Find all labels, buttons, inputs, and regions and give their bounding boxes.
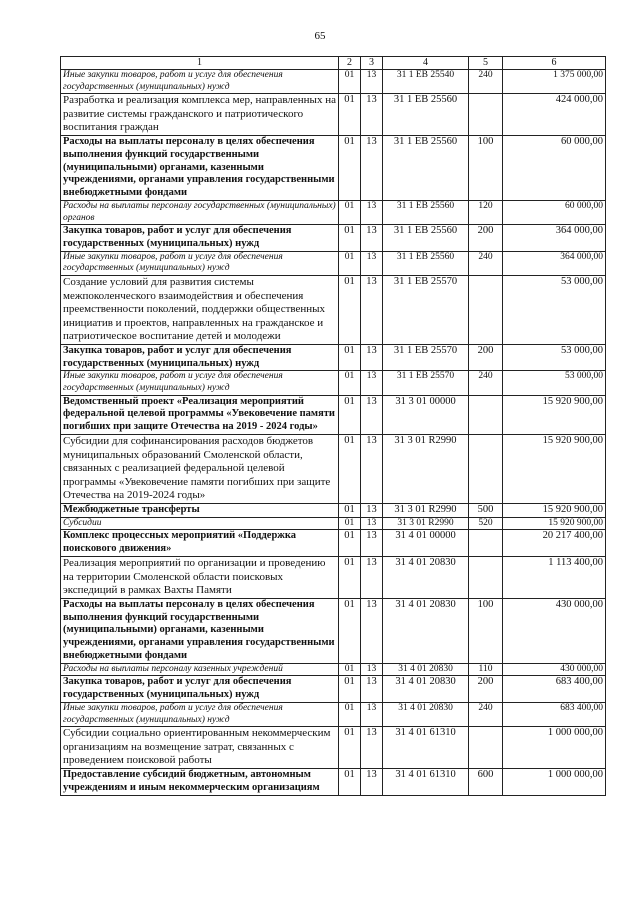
target-article-cell: 31 1 ЕВ 25560	[383, 251, 469, 275]
expense-type-cell	[469, 275, 503, 344]
subsection-code-cell: 13	[361, 557, 383, 599]
subsection-code-cell: 13	[361, 676, 383, 703]
section-code-cell: 01	[339, 663, 361, 676]
target-article-cell: 31 1 ЕВ 25560	[383, 225, 469, 252]
subsection-code-cell: 13	[361, 517, 383, 530]
section-code-cell: 01	[339, 530, 361, 557]
expense-type-cell: 500	[469, 504, 503, 518]
section-code-cell: 01	[339, 676, 361, 703]
row-name-cell: Закупка товаров, работ и услуг для обеспечения государственных (муниципальных) нужд	[61, 676, 339, 703]
section-code-cell: 01	[339, 275, 361, 344]
expense-type-cell	[469, 435, 503, 504]
amount-cell: 15 920 900,00	[503, 435, 606, 504]
table-row	[61, 530, 606, 557]
table-row	[61, 517, 606, 530]
amount-cell: 20 217 400,00	[503, 530, 606, 557]
subsection-code-cell: 13	[361, 598, 383, 663]
amount-cell: 1 375 000,00	[503, 70, 606, 94]
expense-type-cell	[469, 94, 503, 136]
expense-type-cell	[469, 557, 503, 599]
table-row	[61, 663, 606, 676]
table-row	[61, 225, 606, 252]
amount-cell: 15 920 900,00	[503, 517, 606, 530]
expense-type-cell: 200	[469, 225, 503, 252]
row-name-cell: Создание условий для развития системы межпоколенческого взаимодействия и обеспечения преемственности поколений, поддержки общественных инициатив и проектов, направленных на гражданское и патриотическое воспитание детей и молодежи	[61, 275, 339, 344]
section-code-cell: 01	[339, 517, 361, 530]
table-row	[61, 371, 606, 395]
amount-cell: 430 000,00	[503, 598, 606, 663]
table-row	[61, 94, 606, 136]
expense-type-cell: 520	[469, 517, 503, 530]
header-cell: 3	[361, 57, 383, 70]
section-code-cell: 01	[339, 344, 361, 371]
target-article-cell: 31 4 01 20830	[383, 663, 469, 676]
subsection-code-cell: 13	[361, 435, 383, 504]
target-article-cell: 31 3 01 R2990	[383, 504, 469, 518]
section-code-cell: 01	[339, 94, 361, 136]
amount-cell: 60 000,00	[503, 200, 606, 224]
header-cell: 4	[383, 57, 469, 70]
row-name-cell: Расходы на выплаты персоналу государственных (муниципальных) органов	[61, 200, 339, 224]
subsection-code-cell: 13	[361, 70, 383, 94]
expense-type-cell: 100	[469, 135, 503, 200]
expense-type-cell: 110	[469, 663, 503, 676]
target-article-cell: 31 1 ЕВ 25570	[383, 344, 469, 371]
target-article-cell: 31 4 01 20830	[383, 557, 469, 599]
row-name-cell: Разработка и реализация комплекса мер, направленных на развитие системы гражданского и патриотического воспитания граждан	[61, 94, 339, 136]
expense-type-cell: 600	[469, 768, 503, 795]
expense-type-cell	[469, 530, 503, 557]
target-article-cell: 31 4 01 20830	[383, 676, 469, 703]
table-row	[61, 676, 606, 703]
row-name-cell: Закупка товаров, работ и услуг для обеспечения государственных (муниципальных) нужд	[61, 344, 339, 371]
amount-cell: 15 920 900,00	[503, 395, 606, 434]
amount-cell: 53 000,00	[503, 371, 606, 395]
budget-table	[60, 56, 606, 796]
table-row	[61, 70, 606, 94]
subsection-code-cell: 13	[361, 727, 383, 769]
row-name-cell: Реализация мероприятий по организации и проведению на территории Смоленской области поисковых экспедиций в рамках Вахты Памяти	[61, 557, 339, 599]
table-row	[61, 275, 606, 344]
amount-cell: 364 000,00	[503, 225, 606, 252]
target-article-cell: 31 1 ЕВ 25540	[383, 70, 469, 94]
row-name-cell: Субсидии социально ориентированным некоммерческим организациям на возмещение затрат, связанных с проведением поисковой работы	[61, 727, 339, 769]
section-code-cell: 01	[339, 70, 361, 94]
table-row	[61, 135, 606, 200]
section-code-cell: 01	[339, 225, 361, 252]
expense-type-cell: 240	[469, 702, 503, 726]
subsection-code-cell: 13	[361, 395, 383, 434]
section-code-cell: 01	[339, 251, 361, 275]
target-article-cell: 31 4 01 00000	[383, 530, 469, 557]
subsection-code-cell: 13	[361, 275, 383, 344]
table-row	[61, 598, 606, 663]
amount-cell: 364 000,00	[503, 251, 606, 275]
subsection-code-cell: 13	[361, 135, 383, 200]
amount-cell: 683 400,00	[503, 676, 606, 703]
target-article-cell: 31 4 01 20830	[383, 598, 469, 663]
header-cell: 1	[61, 57, 339, 70]
header-cell: 5	[469, 57, 503, 70]
target-article-cell: 31 1 ЕВ 25560	[383, 94, 469, 136]
row-name-cell: Межбюджетные трансферты	[61, 504, 339, 518]
subsection-code-cell: 13	[361, 371, 383, 395]
page-number: 65	[314, 30, 326, 42]
target-article-cell: 31 1 ЕВ 25570	[383, 371, 469, 395]
expense-type-cell: 240	[469, 70, 503, 94]
target-article-cell: 31 3 01 00000	[383, 395, 469, 434]
expense-type-cell: 120	[469, 200, 503, 224]
target-article-cell: 31 3 01 R2990	[383, 517, 469, 530]
section-code-cell: 01	[339, 504, 361, 518]
amount-cell: 1 000 000,00	[503, 727, 606, 769]
row-name-cell: Комплекс процессных мероприятий «Поддержка поискового движения»	[61, 530, 339, 557]
table-row	[61, 768, 606, 795]
row-name-cell: Субсидии	[61, 517, 339, 530]
subsection-code-cell: 13	[361, 225, 383, 252]
expense-type-cell: 200	[469, 344, 503, 371]
amount-cell: 430 000,00	[503, 663, 606, 676]
section-code-cell: 01	[339, 371, 361, 395]
expense-type-cell: 240	[469, 251, 503, 275]
section-code-cell: 01	[339, 200, 361, 224]
amount-cell: 683 400,00	[503, 702, 606, 726]
row-name-cell: Субсидии для софинансирования расходов бюджетов муниципальных образований Смоленской области, связанных с реализацией федеральной целевой программы «Увековечение памяти погибших при защите Отечества на 2019-2024 годы»	[61, 435, 339, 504]
subsection-code-cell: 13	[361, 530, 383, 557]
amount-cell: 1 113 400,00	[503, 557, 606, 599]
row-name-cell: Расходы на выплаты персоналу в целях обеспечения выполнения функций государственными (муниципальными) органами, казенными учреждениями, органами управления государственными внебюджетными фондами	[61, 135, 339, 200]
table-row	[61, 702, 606, 726]
section-code-cell: 01	[339, 395, 361, 434]
subsection-code-cell: 13	[361, 200, 383, 224]
target-article-cell: 31 4 01 20830	[383, 702, 469, 726]
section-code-cell: 01	[339, 727, 361, 769]
expense-type-cell: 240	[469, 371, 503, 395]
subsection-code-cell: 13	[361, 663, 383, 676]
amount-cell: 53 000,00	[503, 344, 606, 371]
table-row	[61, 727, 606, 769]
target-article-cell: 31 1 ЕВ 25560	[383, 200, 469, 224]
table-header-row	[61, 57, 606, 70]
row-name-cell: Расходы на выплаты персоналу в целях обеспечения выполнения функций государственными (муниципальными) органами, казенными учреждениями, органами управления государственными внебюджетными фондами	[61, 598, 339, 663]
section-code-cell: 01	[339, 135, 361, 200]
header-cell: 2	[339, 57, 361, 70]
row-name-cell: Иные закупки товаров, работ и услуг для обеспечения государственных (муниципальных) нужд	[61, 251, 339, 275]
table-body	[61, 70, 606, 796]
target-article-cell: 31 1 ЕВ 25570	[383, 275, 469, 344]
section-code-cell: 01	[339, 557, 361, 599]
subsection-code-cell: 13	[361, 251, 383, 275]
amount-cell: 1 000 000,00	[503, 768, 606, 795]
target-article-cell: 31 4 01 61310	[383, 768, 469, 795]
subsection-code-cell: 13	[361, 344, 383, 371]
table-row	[61, 557, 606, 599]
section-code-cell: 01	[339, 702, 361, 726]
row-name-cell: Ведомственный проект «Реализация мероприятий федеральной целевой программы «Увековечение памяти погибших при защите Отечества на 2019 - 2024 годы»	[61, 395, 339, 434]
amount-cell: 60 000,00	[503, 135, 606, 200]
table-row	[61, 200, 606, 224]
amount-cell: 424 000,00	[503, 94, 606, 136]
subsection-code-cell: 13	[361, 768, 383, 795]
row-name-cell: Иные закупки товаров, работ и услуг для обеспечения государственных (муниципальных) нужд	[61, 371, 339, 395]
target-article-cell: 31 4 01 61310	[383, 727, 469, 769]
expense-type-cell: 200	[469, 676, 503, 703]
row-name-cell: Предоставление субсидий бюджетным, автономным учреждениям и иным некоммерческим организациям	[61, 768, 339, 795]
table-row	[61, 395, 606, 434]
table-row	[61, 504, 606, 518]
subsection-code-cell: 13	[361, 504, 383, 518]
target-article-cell: 31 3 01 R2990	[383, 435, 469, 504]
amount-cell: 15 920 900,00	[503, 504, 606, 518]
table-row	[61, 251, 606, 275]
expense-type-cell	[469, 395, 503, 434]
section-code-cell: 01	[339, 435, 361, 504]
subsection-code-cell: 13	[361, 94, 383, 136]
row-name-cell: Иные закупки товаров, работ и услуг для обеспечения государственных (муниципальных) нужд	[61, 702, 339, 726]
section-code-cell: 01	[339, 768, 361, 795]
subsection-code-cell: 13	[361, 702, 383, 726]
row-name-cell: Иные закупки товаров, работ и услуг для обеспечения государственных (муниципальных) нужд	[61, 70, 339, 94]
header-cell: 6	[503, 57, 606, 70]
section-code-cell: 01	[339, 598, 361, 663]
target-article-cell: 31 1 ЕВ 25560	[383, 135, 469, 200]
row-name-cell: Расходы на выплаты персоналу казенных учреждений	[61, 663, 339, 676]
row-name-cell: Закупка товаров, работ и услуг для обеспечения государственных (муниципальных) нужд	[61, 225, 339, 252]
expense-type-cell	[469, 727, 503, 769]
amount-cell: 53 000,00	[503, 275, 606, 344]
table-row	[61, 435, 606, 504]
table-row	[61, 344, 606, 371]
expense-type-cell: 100	[469, 598, 503, 663]
